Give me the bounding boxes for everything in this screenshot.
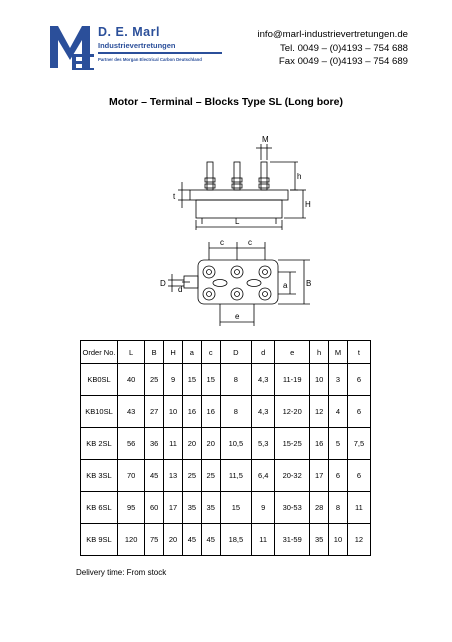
table-cell: 27 (145, 396, 164, 428)
company-tagline: Partner des Morgan Electrical Carbon Deutschland (98, 57, 202, 62)
table-cell: 28 (310, 492, 329, 524)
table-row (81, 460, 371, 492)
table-cell: 31-59 (275, 524, 310, 556)
table-cell: 6 (347, 364, 370, 396)
table-cell: 11 (252, 524, 275, 556)
table-cell: 75 (145, 524, 164, 556)
table-cell: 11 (347, 492, 370, 524)
table-header-row (81, 341, 371, 364)
column-header: D (220, 341, 251, 364)
terminal-ring (259, 288, 271, 300)
terminal-ring (203, 288, 215, 300)
table-cell: 7,5 (347, 428, 370, 460)
table-cell: 9 (164, 364, 183, 396)
column-header: Order No. (81, 341, 118, 364)
table-cell: 43 (118, 396, 145, 428)
table-row (81, 492, 371, 524)
label-M: M (262, 135, 269, 144)
email-link[interactable]: info@marl-industrievertretungen.de (257, 29, 408, 40)
terminal-ring (259, 266, 271, 278)
column-header: c (201, 341, 220, 364)
label-a: a (283, 281, 288, 290)
table-cell: 15-25 (275, 428, 310, 460)
table-cell: 40 (118, 364, 145, 396)
table-cell: 25 (182, 460, 201, 492)
table-cell: 95 (118, 492, 145, 524)
table-cell: 8 (220, 396, 251, 428)
table-cell: 8 (329, 492, 348, 524)
terminal-hole (235, 270, 240, 275)
long-bore-slot (213, 280, 227, 287)
table-cell: 15 (182, 364, 201, 396)
terminal-ring (231, 288, 243, 300)
table-cell: 70 (118, 460, 145, 492)
table-cell: 4 (329, 396, 348, 428)
spec-table (80, 340, 371, 556)
table-cell: 20 (182, 428, 201, 460)
terminal-hole (207, 270, 212, 275)
table-cell: 16 (201, 396, 220, 428)
table-cell: 35 (310, 524, 329, 556)
table-cell: 3 (329, 364, 348, 396)
table-cell: KB 6SL (81, 492, 118, 524)
column-header: d (252, 341, 275, 364)
table-cell: 120 (118, 524, 145, 556)
stud-2 (234, 162, 240, 190)
terminal-ring (203, 266, 215, 278)
nut (232, 178, 242, 182)
table-cell: 12 (347, 524, 370, 556)
terminal-hole (263, 270, 268, 275)
column-header: B (145, 341, 164, 364)
label-H: H (305, 200, 311, 209)
table-cell: 35 (182, 492, 201, 524)
terminal-ring (231, 266, 243, 278)
terminal-hole (207, 292, 212, 297)
table-cell: 6 (347, 396, 370, 428)
table-cell: KB 3SL (81, 460, 118, 492)
table-cell: 60 (145, 492, 164, 524)
table-cell: 6,4 (252, 460, 275, 492)
table-cell: 18,5 (220, 524, 251, 556)
label-e: e (235, 312, 240, 321)
nut (259, 178, 269, 182)
top-view-body (198, 260, 278, 304)
table-cell: 11,5 (220, 460, 251, 492)
nut (205, 184, 215, 188)
table-cell: 45 (201, 524, 220, 556)
column-header: e (275, 341, 310, 364)
table-cell: 13 (164, 460, 183, 492)
nut (259, 184, 269, 188)
label-c-2: c (248, 238, 252, 247)
table-cell: 4,3 (252, 364, 275, 396)
top-view (160, 238, 311, 326)
table-cell: KB10SL (81, 396, 118, 428)
table-cell: 11 (164, 428, 183, 460)
table-cell: 36 (145, 428, 164, 460)
stud-1 (207, 162, 213, 190)
company-name: D. E. Marl (98, 25, 160, 39)
fax-number: Fax 0049 – (0)4193 – 754 689 (278, 56, 408, 67)
label-t: t (173, 192, 176, 201)
table-cell: 5,3 (252, 428, 275, 460)
long-bore-slot (247, 280, 261, 287)
label-D: D (160, 279, 166, 288)
table-row (81, 524, 371, 556)
table-cell: 20 (201, 428, 220, 460)
logo-mark (48, 24, 96, 70)
block-body (196, 200, 282, 218)
table-cell: 11-19 (275, 364, 310, 396)
table-row (81, 396, 371, 428)
table-cell: 25 (201, 460, 220, 492)
table-cell: 10,5 (220, 428, 251, 460)
table-cell: 45 (145, 460, 164, 492)
table-cell: 35 (201, 492, 220, 524)
table-cell: 10 (310, 364, 329, 396)
table-cell: 16 (310, 428, 329, 460)
table-row (81, 364, 371, 396)
table-cell: 12-20 (275, 396, 310, 428)
column-header: H (164, 341, 183, 364)
table-cell: 56 (118, 428, 145, 460)
terminal-block-drawing (140, 130, 340, 330)
table-cell: 6 (347, 460, 370, 492)
delivery-note: Delivery time: From stock (76, 568, 167, 577)
table-cell: KB 9SL (81, 524, 118, 556)
column-header: L (118, 341, 145, 364)
stud-3 (261, 162, 267, 190)
company-logo (48, 24, 248, 74)
table-cell: 5 (329, 428, 348, 460)
table-cell: 9 (252, 492, 275, 524)
label-L: L (235, 217, 240, 226)
table-cell: 16 (182, 396, 201, 428)
table-cell: 6 (329, 460, 348, 492)
side-view (173, 135, 311, 230)
table-cell: 20-32 (275, 460, 310, 492)
label-B: B (306, 279, 312, 288)
page-title: Motor – Terminal – Blocks Type SL (Long bore) (109, 96, 343, 108)
company-subtitle: Industrievertretungen (98, 41, 176, 50)
column-header: t (347, 341, 370, 364)
table-cell: 4,3 (252, 396, 275, 428)
label-d: d (178, 285, 183, 294)
table-cell: 30-53 (275, 492, 310, 524)
column-header: h (310, 341, 329, 364)
table-cell: 17 (164, 492, 183, 524)
table-cell: 12 (310, 396, 329, 428)
nut (205, 178, 215, 182)
label-h: h (297, 172, 302, 181)
contact-block (257, 28, 408, 69)
table-cell: 8 (220, 364, 251, 396)
table-row (81, 428, 371, 460)
table-cell: 10 (164, 396, 183, 428)
label-c-1: c (220, 238, 224, 247)
table-cell: KB0SL (81, 364, 118, 396)
column-header: M (329, 341, 348, 364)
table-cell: 10 (329, 524, 348, 556)
terminal-hole (235, 292, 240, 297)
table-cell: 20 (164, 524, 183, 556)
table-cell: KB 2SL (81, 428, 118, 460)
table-cell: 17 (310, 460, 329, 492)
terminal-hole (263, 292, 268, 297)
table-cell: 45 (182, 524, 201, 556)
table-cell: 15 (220, 492, 251, 524)
logo-divider (98, 52, 222, 54)
phone-number: Tel. 0049 – (0)4193 – 754 688 (279, 42, 408, 54)
block-top (190, 190, 288, 200)
table-cell: 25 (145, 364, 164, 396)
table-cell: 15 (201, 364, 220, 396)
column-header: a (182, 341, 201, 364)
nut (232, 184, 242, 188)
